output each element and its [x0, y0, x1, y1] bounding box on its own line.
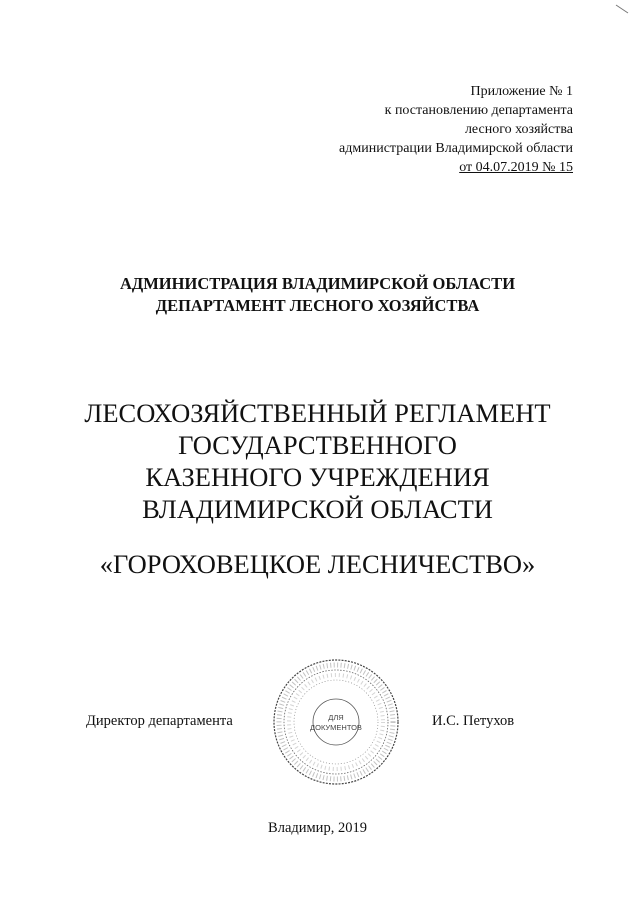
organization-header	[0, 273, 635, 317]
organization-department: ДЕПАРТАМЕНТ ЛЕСНОГО ХОЗЯЙСТВА	[155, 296, 480, 315]
place-and-year: Владимир, 2019	[268, 820, 367, 836]
document-title	[0, 397, 635, 525]
corner-scan-mark	[615, 4, 629, 14]
appendix-resolution: к постановлению департамента	[384, 103, 573, 118]
organization-administration: АДМИНИСТРАЦИЯ ВЛАДИМИРСКОЙ ОБЛАСТИ	[119, 274, 516, 293]
appendix-date-number: от 04.07.2019 № 15	[459, 160, 573, 175]
appendix-number: Приложение № 1	[470, 84, 573, 99]
title-line-4: ВЛАДИМИРСКОЙ ОБЛАСТИ	[142, 494, 493, 524]
stamp-text-line-1: ДЛЯ	[328, 713, 344, 722]
appendix-department: лесного хозяйства	[464, 122, 573, 137]
stamp-text-line-2: ДОКУМЕНТОВ	[310, 723, 362, 732]
signature-position: Директор департамента	[86, 713, 233, 729]
official-stamp	[271, 657, 401, 787]
forestry-name: «ГОРОХОВЕЦКОЕ ЛЕСНИЧЕСТВО»	[99, 549, 536, 579]
appendix-administration: администрации Владимирской области	[339, 141, 573, 156]
title-line-1: ЛЕСОХОЗЯЙСТВЕННЫЙ РЕГЛАМЕНТ	[84, 398, 551, 428]
appendix-header	[339, 82, 573, 177]
signatory-name: И.С. Петухов	[432, 713, 515, 729]
title-line-2: ГОСУДАРСТВЕННОГО	[178, 430, 457, 460]
title-line-3: КАЗЕННОГО УЧРЕЖДЕНИЯ	[145, 462, 490, 492]
